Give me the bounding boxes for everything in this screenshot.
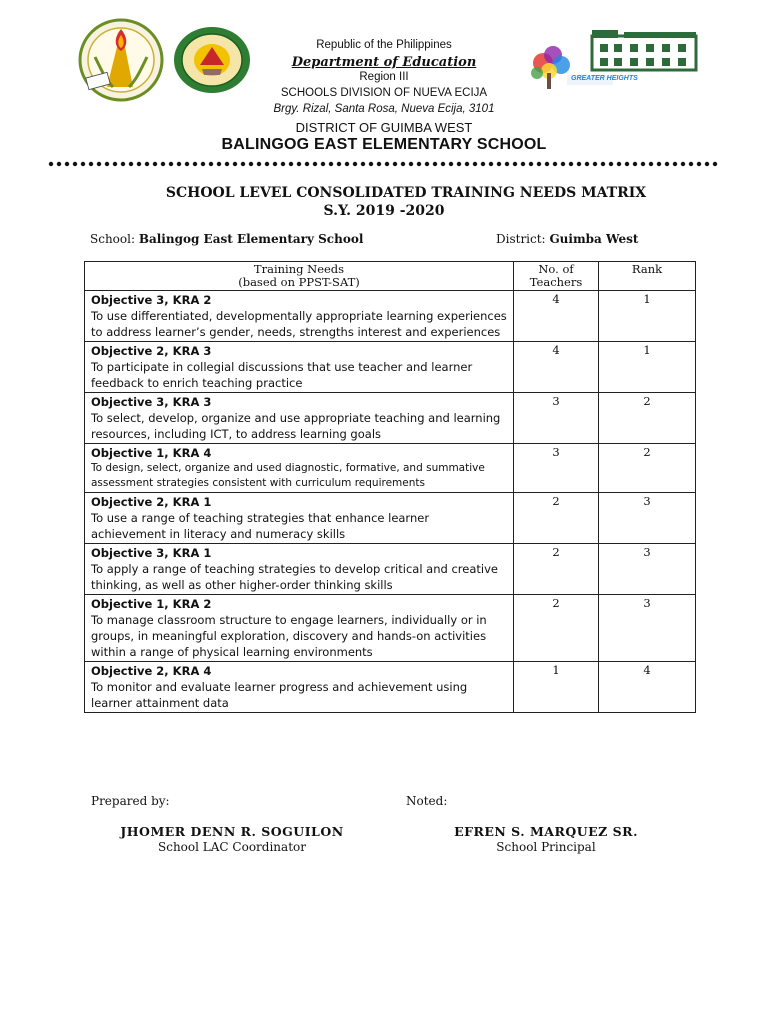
divider-dot (449, 162, 453, 166)
divider-dot (353, 162, 357, 166)
rank-value: 1 (599, 342, 696, 393)
training-need-cell (85, 662, 514, 713)
objective-label: Objective 3, KRA 2 (91, 293, 212, 307)
teachers-count: 3 (514, 444, 599, 493)
district-label: District: (496, 232, 546, 246)
district-field (496, 232, 638, 246)
divider-dot (649, 162, 653, 166)
table-row (85, 544, 696, 595)
objective-description: To use differentiated, developmentally appropriate learning experiences to address learner’s gender, needs, strengths interest and experiences (91, 309, 507, 339)
divider-dot (153, 162, 157, 166)
table-row (85, 444, 696, 493)
rank-value: 3 (599, 544, 696, 595)
divider-dot (377, 162, 381, 166)
divider-dot (641, 162, 645, 166)
divider-dot (497, 162, 501, 166)
prepared-by-name: JHOMER DENN R. SOGUILON (120, 824, 344, 839)
noted-by-name: EFREN S. MARQUEZ SR. (454, 824, 638, 839)
divider-dot (321, 162, 325, 166)
table-row (85, 393, 696, 444)
teachers-count: 1 (514, 662, 599, 713)
divider-dot (473, 162, 477, 166)
divider-dot (697, 162, 701, 166)
teachers-count: 4 (514, 291, 599, 342)
divider-dot (609, 162, 613, 166)
divider-dot (193, 162, 197, 166)
address-line: Brgy. Rizal, Santa Rosa, Nueva Ecija, 3101 (273, 103, 495, 115)
divider-dot (129, 162, 133, 166)
prepared-by-label: Prepared by: (91, 794, 170, 808)
divider-dot (257, 162, 261, 166)
department-line: Department of Education (291, 55, 477, 70)
divider-dot (393, 162, 397, 166)
divider-dot (145, 162, 149, 166)
school-field (90, 232, 363, 246)
objective-description: To manage classroom structure to engage learners, individually or in groups, in meaningful exploration, discovery and hands-on activities within a range of physical learning environments (91, 613, 487, 659)
divider-dot (297, 162, 301, 166)
objective-description: To participate in collegial discussions that use teacher and learner feedback to enrich teaching practice (91, 360, 473, 390)
region-line: Region III (359, 71, 409, 83)
divider-dot (137, 162, 141, 166)
divider-dot (361, 162, 365, 166)
objective-label: Objective 2, KRA 4 (91, 664, 212, 678)
divider-dot (281, 162, 285, 166)
divider-dot (49, 162, 53, 166)
school-year: S.Y. 2019 -2020 (323, 203, 445, 219)
divider-dot (169, 162, 173, 166)
divider-dot (161, 162, 165, 166)
divider-dot (561, 162, 565, 166)
republic-line: Republic of the Philippines (316, 39, 452, 51)
divider-dot (225, 162, 229, 166)
document-title: SCHOOL LEVEL CONSOLIDATED TRAINING NEEDS MATRIX (165, 185, 647, 201)
rank-value: 2 (599, 444, 696, 493)
divider-dot (577, 162, 581, 166)
objective-description: To monitor and evaluate learner progress and achievement using learner attainment data (91, 680, 468, 710)
rank-value: 4 (599, 662, 696, 713)
divider-dot (681, 162, 685, 166)
school-value: Balingog East Elementary School (138, 232, 364, 246)
divider-dot (249, 162, 253, 166)
prepared-by-title: School LAC Coordinator (158, 840, 306, 854)
divider-dot (217, 162, 221, 166)
divider-dot (665, 162, 669, 166)
divider-dot (185, 162, 189, 166)
divider-dot (209, 162, 213, 166)
divider-dot (337, 162, 341, 166)
divider-dot (441, 162, 445, 166)
rank-value: 1 (599, 291, 696, 342)
divider-dot (513, 162, 517, 166)
divider-dot (505, 162, 509, 166)
divider-dot (545, 162, 549, 166)
objective-label: Objective 2, KRA 1 (91, 495, 212, 509)
teachers-count: 4 (514, 342, 599, 393)
divider-dot (417, 162, 421, 166)
divider-dot (617, 162, 621, 166)
divider-dot (601, 162, 605, 166)
greater-heights-text: GREATER HEIGHTS (571, 75, 638, 82)
divider-dot (689, 162, 693, 166)
divider-dot (265, 162, 269, 166)
divider-dot (177, 162, 181, 166)
objective-label: Objective 3, KRA 3 (91, 395, 212, 409)
divider-dot (313, 162, 317, 166)
divider-dot (201, 162, 205, 166)
divider-dot (657, 162, 661, 166)
divider-dot (105, 162, 109, 166)
table-row (85, 291, 696, 342)
objective-description: To use a range of teaching strategies that enhance learner achievement in literacy and numeracy skills (91, 511, 430, 541)
district-line: DISTRICT OF GUIMBA WEST (295, 120, 473, 135)
divider-dot (81, 162, 85, 166)
objective-description: To design, select, organize and used diagnostic, formative, and summative assessment strategies consistent with curriculum requirements (91, 462, 485, 489)
header-training-needs (85, 262, 514, 291)
training-need-cell (85, 291, 514, 342)
divider-dot (401, 162, 405, 166)
teachers-count: 3 (514, 393, 599, 444)
school-label: School: (90, 232, 135, 246)
divider-dot (409, 162, 413, 166)
divider-dot (673, 162, 677, 166)
divider-dot (593, 162, 597, 166)
divider-dot (713, 162, 717, 166)
header-teachers-line2: Teachers (529, 275, 583, 289)
divider-dot (113, 162, 117, 166)
divider-dot (481, 162, 485, 166)
divider-dot (425, 162, 429, 166)
noted-by-title: School Principal (496, 840, 596, 854)
dotted-divider (48, 153, 720, 161)
divider-dot (521, 162, 525, 166)
divider-dot (289, 162, 293, 166)
divider-dot (569, 162, 573, 166)
school-name-line: BALINGOG EAST ELEMENTARY SCHOOL (221, 136, 547, 153)
divider-dot (625, 162, 629, 166)
objective-label: Objective 3, KRA 1 (91, 546, 212, 560)
noted-label: Noted: (406, 794, 448, 808)
teachers-count: 2 (514, 595, 599, 662)
divider-dot (73, 162, 77, 166)
objective-description: To apply a range of teaching strategies to develop critical and creative thinking, as well as other higher-order thinking skills (91, 562, 498, 592)
divider-dot (369, 162, 373, 166)
divider-dot (65, 162, 69, 166)
divider-dot (329, 162, 333, 166)
divider-dot (465, 162, 469, 166)
table-row (85, 342, 696, 393)
training-need-cell (85, 342, 514, 393)
training-need-cell (85, 544, 514, 595)
divider-dot (705, 162, 709, 166)
rank-value: 2 (599, 393, 696, 444)
training-need-cell (85, 493, 514, 544)
header-teachers-line1: No. of (538, 262, 574, 276)
objective-label: Objective 1, KRA 4 (91, 446, 212, 460)
objective-label: Objective 2, KRA 3 (91, 344, 212, 358)
training-need-cell (85, 393, 514, 444)
divider-dot (633, 162, 637, 166)
divider-dot (89, 162, 93, 166)
divider-dot (553, 162, 557, 166)
teachers-count: 2 (514, 493, 599, 544)
divider-dot (385, 162, 389, 166)
rank-value: 3 (599, 493, 696, 544)
objective-label: Objective 1, KRA 2 (91, 597, 212, 611)
divider-dot (241, 162, 245, 166)
table-row (85, 595, 696, 662)
table-row (85, 493, 696, 544)
header-teachers (514, 262, 599, 291)
rank-value: 3 (599, 595, 696, 662)
table-row (85, 662, 696, 713)
divider-dot (489, 162, 493, 166)
divider-dot (529, 162, 533, 166)
divider-dot (273, 162, 277, 166)
divider-dot (233, 162, 237, 166)
teachers-count: 2 (514, 544, 599, 595)
training-needs-table (84, 261, 696, 713)
division-line: SCHOOLS DIVISION OF NUEVA ECIJA (280, 87, 488, 99)
divider-dot (457, 162, 461, 166)
divider-dot (121, 162, 125, 166)
header-rank: Rank (599, 262, 696, 291)
divider-dot (57, 162, 61, 166)
header-needs-line2: (based on PPST-SAT) (238, 275, 360, 289)
table-header-row (85, 262, 696, 291)
training-need-cell (85, 444, 514, 493)
divider-dot (305, 162, 309, 166)
divider-dot (433, 162, 437, 166)
divider-dot (97, 162, 101, 166)
divider-dot (537, 162, 541, 166)
objective-description: To select, develop, organize and use appropriate teaching and learning resources, including ICT, to address learning goals (91, 411, 501, 441)
training-need-cell (85, 595, 514, 662)
divider-dot (345, 162, 349, 166)
header-needs-line1: Training Needs (253, 262, 345, 276)
district-value: Guimba West (549, 232, 639, 246)
divider-dot (585, 162, 589, 166)
